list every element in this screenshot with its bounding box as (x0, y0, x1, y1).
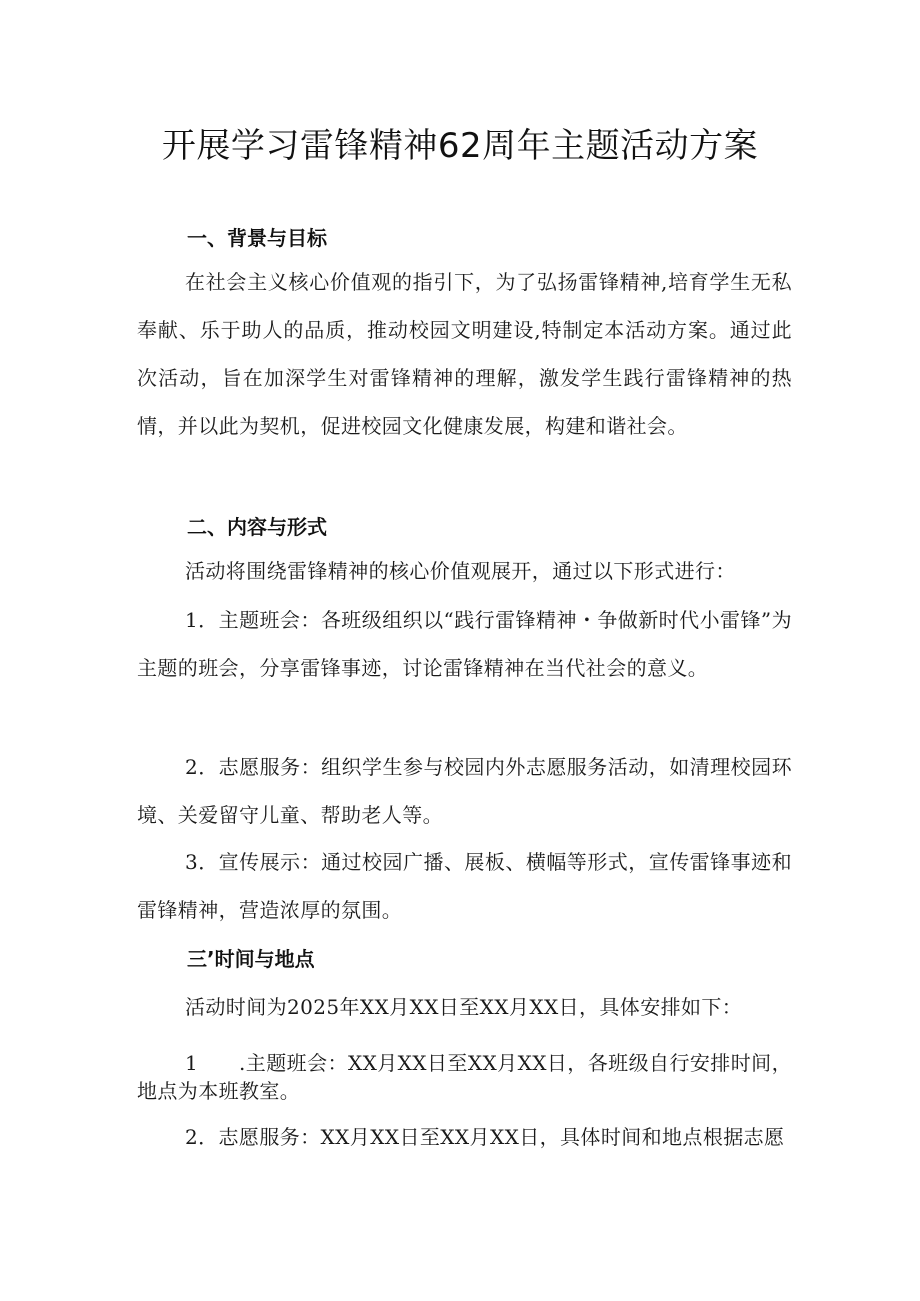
section-heading-time-place: 三’时间与地点 (187, 947, 315, 971)
section-paragraph-background: 在社会主义核心价值观的指引下，为了弘扬雷锋精神,培育学生无私奉献、乐于助人的品质，推动校园文明建设,特制定本活动方案。通过此次活动，旨在加深学生对雷锋精神的理解，激发学生践行雷锋精神的热情，并以此为契机，促进校园文化健康发展，构建和谐社会。 (137, 270, 792, 438)
section-heading-background: 一、背景与目标 (187, 226, 327, 250)
list-item-volunteer: 2．志愿服务：组织学生参与校园内外志愿服务活动，如清理校园环境、关爱留守儿童、帮助老人等。 (137, 755, 792, 827)
schedule-item-volunteer: 2．志愿服务：XX月XX日至XX月XX日，具体时间和地点根据志愿 (185, 1125, 785, 1149)
document-title: 开展学习雷锋精神62周年主题活动方案 (161, 126, 759, 166)
list-item-class-meeting: 1．主题班会：各班级组织以“践行雷锋精神・争做新时代小雷锋”为主题的班会，分享雷锋事迹，讨论雷锋精神在当代社会的意义。 (137, 608, 792, 680)
section-intro-content: 活动将围绕雷锋精神的核心价值观展开，通过以下形式进行： (185, 559, 736, 583)
section-heading-content: 二、内容与形式 (187, 515, 327, 539)
section-intro-time-place: 活动时间为2025年XX月XX日至XX月XX日，具体安排如下： (185, 995, 743, 1019)
list-item-publicity: 3．宣传展示：通过校园广播、展板、横幅等形式，宣传雷锋事迹和雷锋精神，营造浓厚的氛围。 (137, 850, 792, 922)
schedule-item-class-meeting: 1 .主题班会：XX月XX日至XX月XX日，各班级自行安排时间，地点为本班教室。 (137, 1051, 792, 1103)
